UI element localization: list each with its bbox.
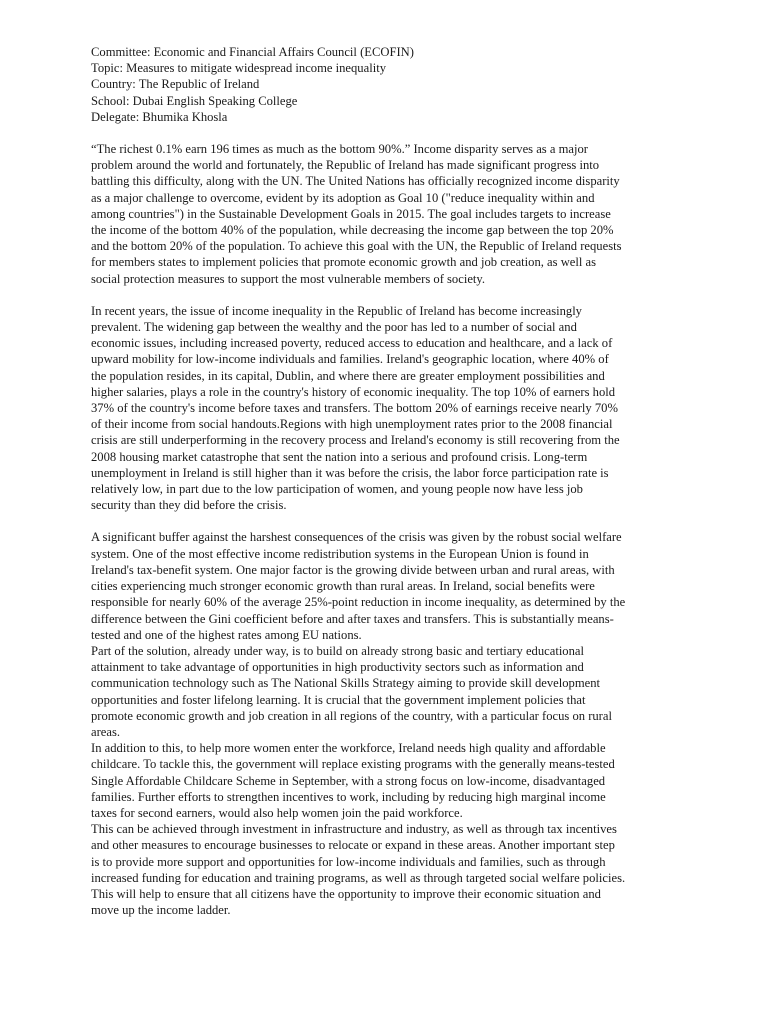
topic-line: Topic: Measures to mitigate widespread income inequality [91, 61, 386, 76]
country-line: Country: The Republic of Ireland [91, 77, 260, 92]
paragraph-education: Part of the solution, already under way, is to build on already strong basic and tertiary educational attainment to take advantage of opportunities in high productivity sectors such as information and communication technology such as The National Skills Strategy aiming to provide skill development opportunities and foster lifelong learning. It is crucial that the government implement policies that promote economic growth and job creation in all regions of the country, with a particular focus on rural areas. [91, 643, 612, 739]
school-line: School: Dubai English Speaking College [91, 93, 298, 108]
committee-line: Committee: Economic and Financial Affairs Council (ECOFIN) [91, 45, 414, 59]
document-page [91, 44, 680, 918]
delegate-line: Delegate: Bhumika Khosla [91, 109, 228, 124]
paragraph-social-welfare: A significant buffer against the harshest consequences of the crisis was given by the robust social welfare system. One of the most effective income redistribution systems in the European Union is found in Ireland's tax-benefit system. One major factor is the growing divide between urban and rural areas, with cities experiencing much stronger economic growth than rural areas. In Ireland, social benefits were responsible for nearly 60% of the average 25%-point reduction in income inequality, as determined by the difference between the Gini coefficient before and after taxes and transfers. This is substantially means- tested and one of the highest rates among EU nations. [91, 530, 626, 642]
paragraph-intro: “The richest 0.1% earn 196 times as much as the bottom 90%.” Income disparity serves as a major problem around the world and fortunately, the Republic of Ireland has made significant progress into battling this difficulty, along with the UN. The United Nations has officially recognized income disparity as a major challenge to overcome, evident by its adoption as Goal 10 ("reduce inequality within and among countries") in the Sustainable Development Goals in 2015. The goal includes targets to increase the income of the bottom 40% of the population, while decreasing the income gap between the top 20% and the bottom 20% of the population. To achieve this goal with the UN, the Republic of Ireland requests for members states to implement policies that promote economic growth and job creation, as well as social protection measures to support the most vulnerable members of society. [91, 142, 622, 286]
document-header [91, 44, 680, 125]
paragraph-investment: This can be achieved through investment in infrastructure and industry, as well as through tax incentives and other measures to encourage businesses to relocate or expand in these areas. Another important step is to provide more support and opportunities for low-income individuals and families, such as through increased funding for education and training programs, as well as through targeted social welfare policies. This will help to ensure that all citizens have the opportunity to improve their economic situation and move up the income ladder. [91, 822, 626, 918]
paragraph-childcare: In addition to this, to help more women enter the workforce, Ireland needs high quality and affordable childcare. To tackle this, the government will replace existing programs with the generally means-tested Single Affordable Childcare Scheme in September, with a strong focus on low-income, disadvantaged families. Further efforts to strengthen incentives to work, including by reducing high marginal income taxes for second earners, would also help women join the paid workforce. [91, 741, 615, 820]
paragraph-recent-years: In recent years, the issue of income inequality in the Republic of Ireland has become increasingly prevalent. The widening gap between the wealthy and the poor has led to a number of social and economic issues, including increased poverty, reduced access to education and healthcare, and a lack of upward mobility for low-income individuals and families. Ireland's geographic location, where 40% of the population resides, in its capital, Dublin, and where there are greater employment possibilities and higher salaries, plays a role in the country's history of economic inequality. The top 10% of earners hold 37% of the country's income before taxes and transfers. The bottom 20% of earnings receive nearly 70% of their income from social handouts.Regions with high unemployment rates prior to the 2008 financial crisis are still underperforming in the recovery process and Ireland's economy is still recovering from the 2008 housing market catastrophe that sent the nation into a serious and profound crisis. Long-term unemployment in Ireland is still higher than it was before the crisis, the labor force participation rate is relatively low, in part due to the low participation of women, and young people now have less job security than they did before the crisis. [91, 303, 620, 513]
